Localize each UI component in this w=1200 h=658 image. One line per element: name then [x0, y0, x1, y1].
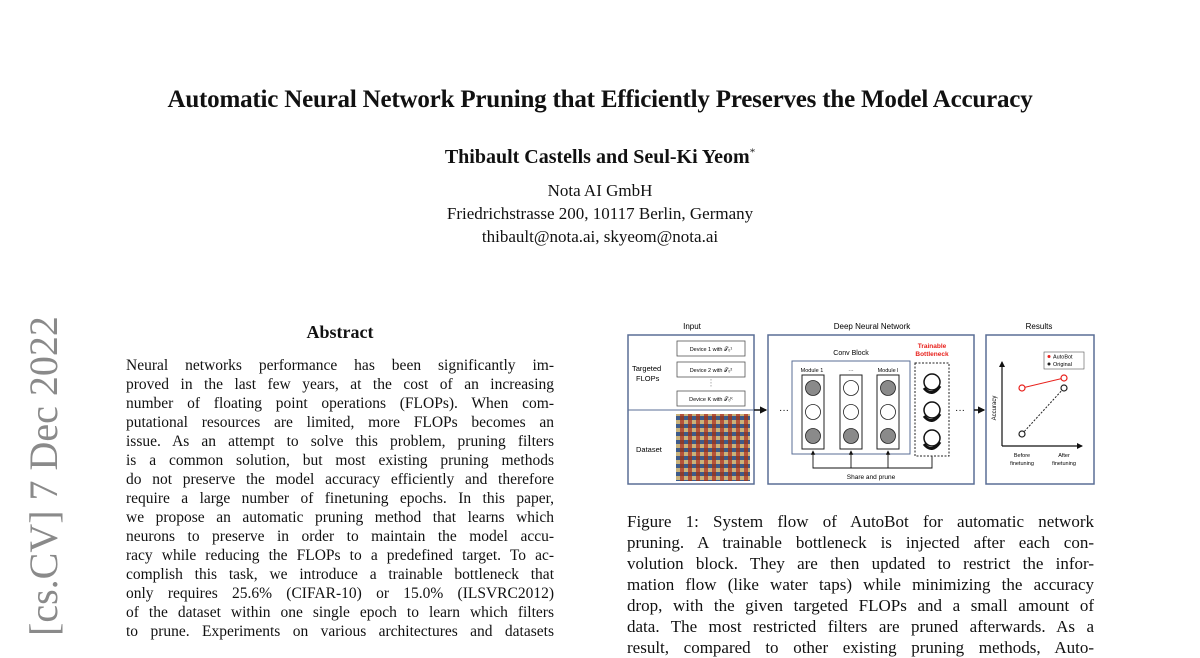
legend-autobot: AutoBot: [1053, 354, 1073, 361]
share-and-prune-label: Share and prune: [846, 474, 896, 481]
caption-line: result, compared to other existing pruning methods, Auto-: [627, 638, 1094, 657]
abstract-line: issue. As an attempt to solve this problem, pruning filters: [126, 433, 554, 450]
affiliation-address: Friedrichstrasse 200, 10117 Berlin, Germany: [446, 204, 754, 223]
results-header: Results: [1025, 322, 1053, 331]
original-point-before: [1019, 431, 1025, 437]
neuron: [844, 381, 859, 396]
abstract-line: complish this task, we introduce a trainable bottleneck that: [126, 566, 554, 583]
affiliation-org: Nota AI GmbH: [547, 181, 653, 200]
author-emails: thibault@nota.ai, skyeom@nota.ai: [481, 227, 719, 246]
targeted-flops-label: Targeted FLOPs: [632, 364, 662, 383]
caption-line: pruning. A trainable bottleneck is injected after each con-: [627, 533, 1094, 552]
caption-line: mation flow (like water taps) while minimizing the accuracy: [627, 575, 1094, 594]
abstract-line: proved in the last few years, at the cost of an increasing: [126, 376, 554, 393]
caption-line: Figure 1: System flow of AutoBot for automatic network: [627, 512, 1094, 531]
input-header: Input: [683, 322, 701, 331]
autobot-point-before: [1019, 385, 1025, 391]
abstract-line: we propose an automatic pruning method that learns which: [126, 509, 554, 526]
neuron: [881, 429, 896, 444]
abstract-line: only requires 25.6% (CIFAR-10) or 15.0% (ILSVRC2012): [126, 585, 554, 602]
abstract-line: is a common solution, but most existing pruning methods: [126, 452, 554, 469]
caption-line: volution block. They are then updated to restrict the infor-: [627, 554, 1094, 573]
abstract-line: number of floating point operations (FLOPs). When com-: [126, 395, 554, 412]
arxiv-stamp: [cs.CV] 7 Dec 2022: [21, 316, 66, 636]
dnn-trailing-ellipsis: ···: [955, 405, 965, 416]
original-point-after: [1061, 385, 1067, 391]
neuron: [881, 405, 896, 420]
neuron: [844, 429, 859, 444]
legend-original-marker: [1048, 363, 1051, 366]
module-1-label: Module 1: [800, 368, 824, 374]
abstract-line: Neural networks performance has been significantly im-: [126, 357, 554, 374]
legend-autobot-marker: [1048, 355, 1051, 358]
trainable-bottleneck-label: Trainable Bottleneck: [915, 343, 949, 358]
abstract-line: to prune. Experiments on various architectures and datasets: [126, 623, 554, 640]
abstract-line: do not preserve the model accuracy efficiently and therefore: [126, 471, 554, 488]
dnn-leading-ellipsis: ···: [779, 405, 789, 416]
dnn-header: Deep Neural Network: [833, 322, 911, 331]
paper-title: Automatic Neural Network Pruning that Efficiently Preserves the Model Accuracy: [167, 86, 1033, 113]
abstract-line: neurons to preserve in order to maintain the model accu-: [126, 528, 554, 545]
author-line: [0, 146, 1200, 169]
legend-original: Original: [1053, 362, 1072, 368]
neuron: [881, 381, 896, 396]
water-tap-icon: [924, 402, 940, 421]
water-tap-icon: [924, 430, 940, 449]
caption-line: data. The most restricted filters are pruned afterwards. As a: [627, 617, 1094, 636]
device-2-label: Device 2 with 𝒯₀²: [689, 368, 733, 374]
corresponding-mark: *: [749, 146, 756, 159]
abstract-line: of the dataset within one single epoch to learn which filters: [126, 604, 554, 621]
neuron: [844, 405, 859, 420]
original-line: [1022, 388, 1064, 434]
author-names: Thibault Castells and Seul-Ki Yeom: [444, 146, 750, 168]
neuron: [806, 405, 821, 420]
device-k-label: Device K with 𝒯₀ᴷ: [689, 397, 733, 403]
neuron: [806, 429, 821, 444]
x-label-after: After finetuning: [1052, 453, 1076, 467]
conv-block-label: Conv Block: [833, 350, 869, 357]
abstract-line: racy while reducing the FLOPs to a predefined target. To ac-: [126, 547, 554, 564]
bottleneck-box: [915, 363, 949, 456]
device-1-label: Device 1 with 𝒯₀¹: [689, 347, 733, 353]
water-tap-icon: [924, 374, 940, 393]
caption-line: drop, with the given targeted FLOPs and a small amount of: [627, 596, 1094, 615]
abstract-line: require a large number of finetuning epochs. In this paper,: [126, 490, 554, 507]
dataset-image-grid: [676, 414, 750, 481]
autobot-line: [1022, 378, 1064, 388]
dataset-label: Dataset: [636, 445, 662, 454]
figure-1-diagram: [624, 316, 1098, 492]
module-l-label: Module l: [877, 368, 899, 374]
results-y-label: Accuracy: [992, 395, 998, 421]
abstract-heading: Abstract: [306, 322, 374, 342]
module-ellipsis-label: ···: [848, 368, 854, 374]
x-label-before: Before finetuning: [1010, 453, 1034, 467]
neuron: [806, 381, 821, 396]
autobot-point-after: [1061, 375, 1067, 381]
abstract-line: putational resources are limited, more FLOPs becomes an: [126, 414, 554, 431]
